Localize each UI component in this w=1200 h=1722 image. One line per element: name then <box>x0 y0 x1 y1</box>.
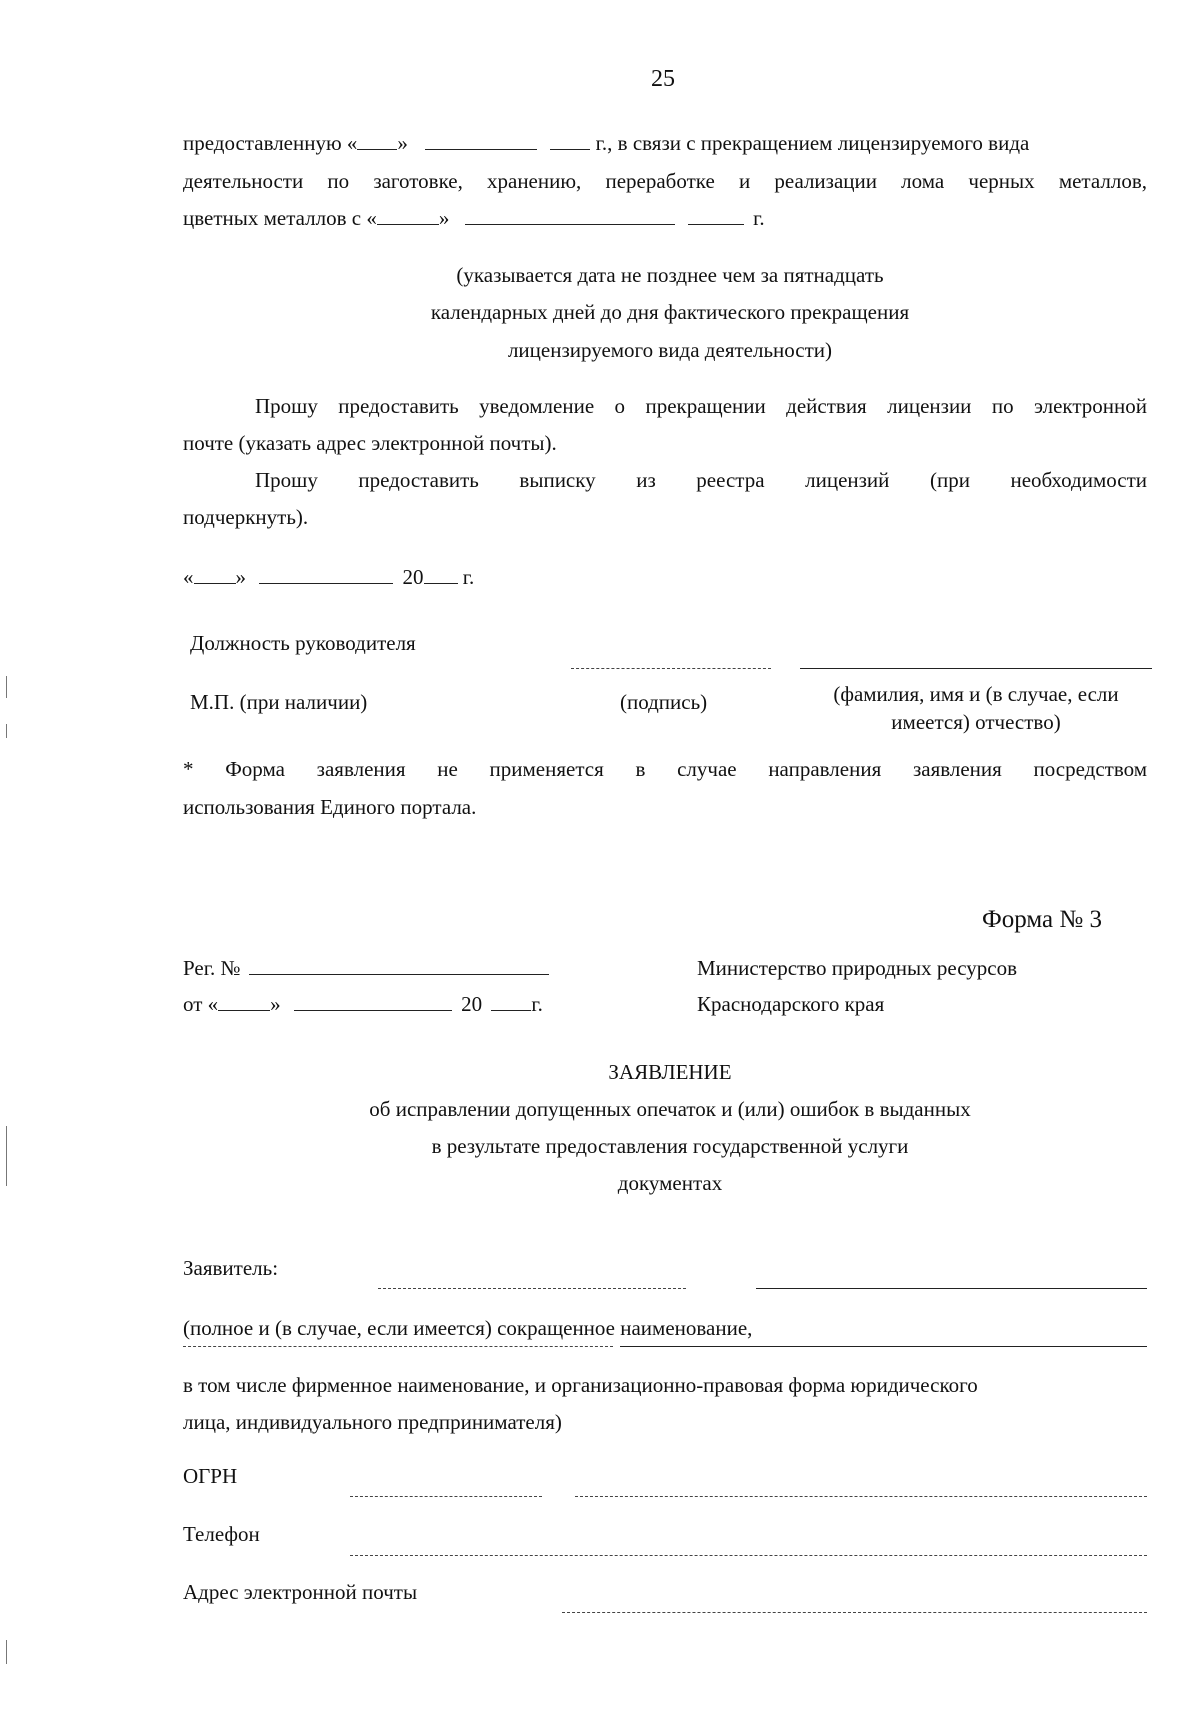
statement-subheading-2: в результате предоставления государственной услуги <box>431 1134 909 1158</box>
reg-number-field: Рег. № <box>183 956 549 981</box>
fio-caption-2: имеется) отчество) <box>891 710 1061 734</box>
company-note-2: лица, индивидуального предпринимателя) <box>183 1410 562 1434</box>
position-label: Должность руководителя <box>190 631 416 655</box>
date-month-blank[interactable] <box>259 565 393 584</box>
year-blank[interactable] <box>550 131 590 150</box>
statement-subheading-1: об исправлении допущенных опечаток и (или) ошибок в выданных <box>369 1097 971 1121</box>
footnote-line-1: * Форма заявления не применяется в случае направления заявления посредством <box>183 757 1147 781</box>
top-line-3: цветных металлов с « » г. <box>183 206 765 230</box>
month-blank[interactable] <box>425 131 537 150</box>
reg-number-blank[interactable] <box>249 956 549 975</box>
applicant-line-a[interactable] <box>378 1288 686 1289</box>
day-blank[interactable] <box>377 206 439 225</box>
ogrn-line-a[interactable] <box>350 1496 542 1497</box>
date-note-2: календарных дней до дня фактического прекращения <box>430 300 910 324</box>
stamp-label: М.П. (при наличии) <box>190 690 368 714</box>
date-note-3: лицензируемого вида деятельности) <box>507 338 833 362</box>
top-line-2: деятельности по заготовке, хранению, переработке и реализации лома черных металлов, <box>183 169 1147 193</box>
applicant-label: Заявитель: <box>183 1256 279 1280</box>
request-email-line-2: почте (указать адрес электронной почты). <box>183 431 557 455</box>
statement-heading: ЗАЯВЛЕНИЕ <box>608 1060 732 1084</box>
page-number: 25 <box>651 66 675 92</box>
request-extract-line-1: Прошу предоставить выписку из реестра лицензий (при необходимости <box>255 468 1147 492</box>
fio-caption-1: (фамилия, имя и (в случае, если <box>833 682 1119 706</box>
ministry-line-2: Краснодарского края <box>697 992 885 1016</box>
statement-subheading-3: документах <box>617 1171 723 1195</box>
top-line-1: предоставленную « » г., в связи с прекращением лицензируемого вида <box>183 131 1030 155</box>
email-label: Адрес электронной почты <box>183 1580 418 1604</box>
request-email-line-1: Прошу предоставить уведомление о прекращении действия лицензии по электронной <box>255 394 1147 418</box>
phone-line[interactable] <box>350 1555 1147 1556</box>
reg-month-blank[interactable] <box>294 992 452 1011</box>
ogrn-label: ОГРН <box>183 1464 238 1488</box>
footnote-line-2: использования Единого портала. <box>183 795 477 819</box>
fullname-line-b[interactable] <box>620 1346 1147 1347</box>
phone-label: Телефон <box>183 1522 260 1546</box>
month-blank[interactable] <box>465 206 675 225</box>
fio-line[interactable] <box>800 668 1152 669</box>
date-note-1: (указывается дата не позднее чем за пятнадцать <box>456 263 884 287</box>
company-note-1: в том числе фирменное наименование, и организационно-правовая форма юридического <box>183 1373 978 1397</box>
scan-mark <box>6 676 7 698</box>
date-line: « » 20 г. <box>183 565 475 589</box>
signature-line[interactable] <box>571 668 771 669</box>
fullname-line-a[interactable] <box>183 1346 613 1347</box>
ministry-line-1: Министерство природных ресурсов <box>697 956 1018 980</box>
year-blank[interactable] <box>688 206 744 225</box>
scan-mark <box>6 1126 7 1186</box>
reg-date-field: от « » 20 г. <box>183 992 543 1016</box>
date-day-blank[interactable] <box>194 565 236 584</box>
day-blank[interactable] <box>357 131 397 150</box>
reg-day-blank[interactable] <box>218 992 270 1011</box>
form-number-title: Форма № 3 <box>982 906 1102 933</box>
scan-mark <box>6 1640 7 1664</box>
fullname-note: (полное и (в случае, если имеется) сокращенное наименование, <box>183 1316 753 1340</box>
request-extract-line-2: подчеркнуть). <box>183 505 309 529</box>
scan-mark <box>6 724 7 738</box>
signature-caption: (подпись) <box>620 690 708 714</box>
date-year-blank[interactable] <box>424 565 458 584</box>
ogrn-line-b[interactable] <box>575 1496 1147 1497</box>
reg-year-blank[interactable] <box>491 992 531 1011</box>
email-line[interactable] <box>562 1612 1147 1613</box>
applicant-line-b[interactable] <box>756 1288 1147 1289</box>
